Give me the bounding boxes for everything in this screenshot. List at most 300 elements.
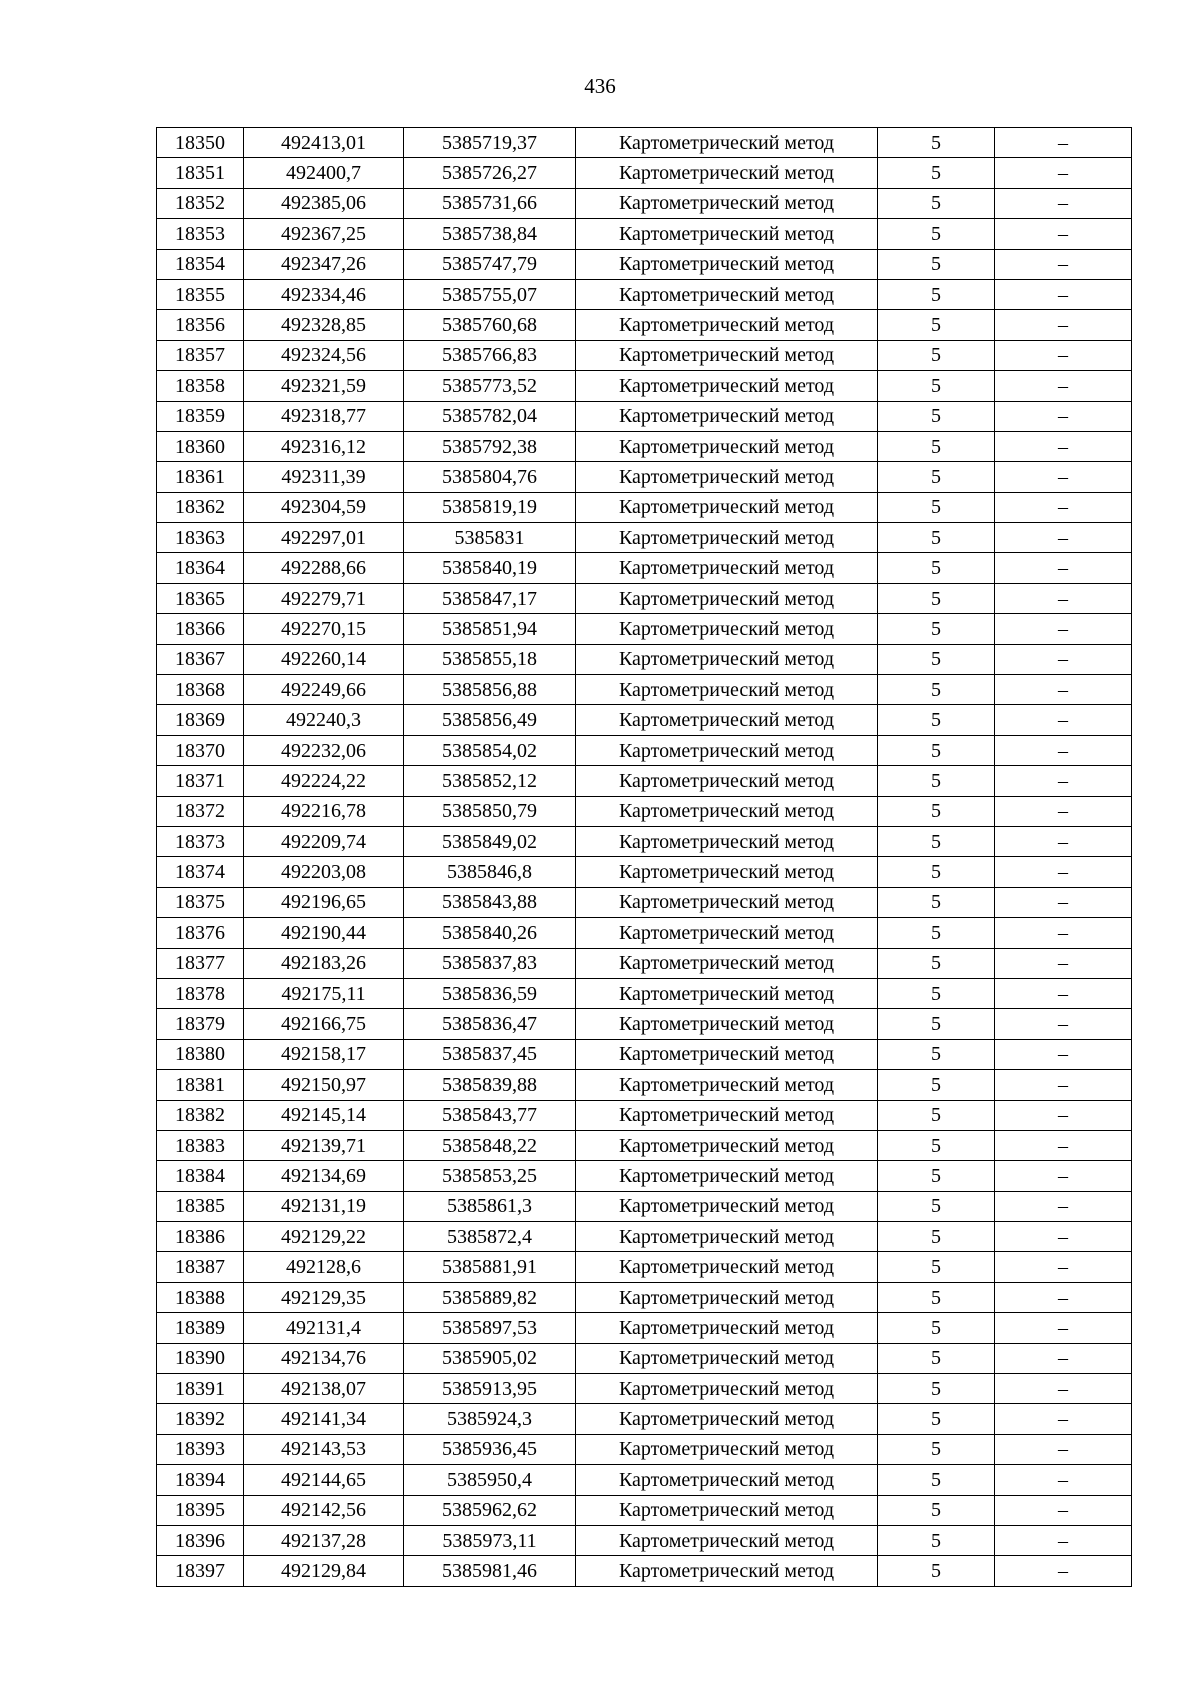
y-coordinate-cell: 5385973,11 (404, 1525, 576, 1555)
y-coordinate-cell: 5385837,83 (404, 948, 576, 978)
description-cell: – (995, 188, 1132, 218)
y-coordinate-cell: 5385760,68 (404, 310, 576, 340)
x-coordinate-cell: 492143,53 (244, 1434, 404, 1464)
point-number-cell: 18352 (157, 188, 244, 218)
x-coordinate-cell: 492139,71 (244, 1130, 404, 1160)
table-row (157, 128, 1132, 158)
accuracy-cell: 5 (878, 1404, 995, 1434)
y-coordinate-cell: 5385766,83 (404, 340, 576, 370)
x-coordinate-cell: 492175,11 (244, 978, 404, 1008)
point-number-cell: 18367 (157, 644, 244, 674)
description-cell: – (995, 918, 1132, 948)
table-row (157, 219, 1132, 249)
x-coordinate-cell: 492297,01 (244, 523, 404, 553)
accuracy-cell: 5 (878, 705, 995, 735)
accuracy-cell: 5 (878, 188, 995, 218)
method-cell: Картометрический метод (576, 1130, 878, 1160)
accuracy-cell: 5 (878, 371, 995, 401)
table-row (157, 1404, 1132, 1434)
point-number-cell: 18371 (157, 766, 244, 796)
x-coordinate-cell: 492304,59 (244, 492, 404, 522)
description-cell: – (995, 1374, 1132, 1404)
accuracy-cell: 5 (878, 431, 995, 461)
method-cell: Картометрический метод (576, 1039, 878, 1069)
accuracy-cell: 5 (878, 310, 995, 340)
table-row (157, 523, 1132, 553)
y-coordinate-cell: 5385726,27 (404, 158, 576, 188)
description-cell: – (995, 1343, 1132, 1373)
description-cell: – (995, 1282, 1132, 1312)
point-number-cell: 18350 (157, 128, 244, 158)
accuracy-cell: 5 (878, 766, 995, 796)
description-cell: – (995, 675, 1132, 705)
x-coordinate-cell: 492190,44 (244, 918, 404, 948)
table-row (157, 279, 1132, 309)
description-cell: – (995, 1130, 1132, 1160)
table-row (157, 614, 1132, 644)
point-number-cell: 18379 (157, 1009, 244, 1039)
description-cell: – (995, 978, 1132, 1008)
description-cell: – (995, 796, 1132, 826)
x-coordinate-cell: 492321,59 (244, 371, 404, 401)
accuracy-cell: 5 (878, 1222, 995, 1252)
y-coordinate-cell: 5385950,4 (404, 1465, 576, 1495)
accuracy-cell: 5 (878, 857, 995, 887)
accuracy-cell: 5 (878, 249, 995, 279)
point-number-cell: 18376 (157, 918, 244, 948)
x-coordinate-cell: 492400,7 (244, 158, 404, 188)
x-coordinate-cell: 492328,85 (244, 310, 404, 340)
description-cell: – (995, 492, 1132, 522)
table-row (157, 492, 1132, 522)
point-number-cell: 18382 (157, 1100, 244, 1130)
x-coordinate-cell: 492145,14 (244, 1100, 404, 1130)
y-coordinate-cell: 5385792,38 (404, 431, 576, 461)
y-coordinate-cell: 5385852,12 (404, 766, 576, 796)
point-number-cell: 18369 (157, 705, 244, 735)
table-row (157, 705, 1132, 735)
accuracy-cell: 5 (878, 1313, 995, 1343)
y-coordinate-cell: 5385843,77 (404, 1100, 576, 1130)
point-number-cell: 18392 (157, 1404, 244, 1434)
table-row (157, 1465, 1132, 1495)
method-cell: Картометрический метод (576, 918, 878, 948)
y-coordinate-cell: 5385848,22 (404, 1130, 576, 1160)
x-coordinate-cell: 492129,35 (244, 1282, 404, 1312)
method-cell: Картометрический метод (576, 705, 878, 735)
description-cell: – (995, 1495, 1132, 1525)
x-coordinate-cell: 492183,26 (244, 948, 404, 978)
method-cell: Картометрический метод (576, 978, 878, 1008)
y-coordinate-cell: 5385819,19 (404, 492, 576, 522)
method-cell: Картометрический метод (576, 796, 878, 826)
x-coordinate-cell: 492334,46 (244, 279, 404, 309)
accuracy-cell: 5 (878, 796, 995, 826)
table-row (157, 1495, 1132, 1525)
description-cell: – (995, 279, 1132, 309)
table-row (157, 1313, 1132, 1343)
y-coordinate-cell: 5385719,37 (404, 128, 576, 158)
accuracy-cell: 5 (878, 1252, 995, 1282)
y-coordinate-cell: 5385913,95 (404, 1374, 576, 1404)
table-row (157, 1100, 1132, 1130)
method-cell: Картометрический метод (576, 401, 878, 431)
method-cell: Картометрический метод (576, 219, 878, 249)
y-coordinate-cell: 5385853,25 (404, 1161, 576, 1191)
point-number-cell: 18387 (157, 1252, 244, 1282)
table-row (157, 188, 1132, 218)
point-number-cell: 18355 (157, 279, 244, 309)
x-coordinate-cell: 492413,01 (244, 128, 404, 158)
accuracy-cell: 5 (878, 158, 995, 188)
method-cell: Картометрический метод (576, 128, 878, 158)
point-number-cell: 18389 (157, 1313, 244, 1343)
point-number-cell: 18378 (157, 978, 244, 1008)
point-number-cell: 18394 (157, 1465, 244, 1495)
method-cell: Картометрический метод (576, 1282, 878, 1312)
y-coordinate-cell: 5385856,88 (404, 675, 576, 705)
y-coordinate-cell: 5385854,02 (404, 735, 576, 765)
method-cell: Картометрический метод (576, 1222, 878, 1252)
method-cell: Картометрический метод (576, 887, 878, 917)
y-coordinate-cell: 5385850,79 (404, 796, 576, 826)
y-coordinate-cell: 5385962,62 (404, 1495, 576, 1525)
table-row (157, 462, 1132, 492)
x-coordinate-cell: 492240,3 (244, 705, 404, 735)
x-coordinate-cell: 492166,75 (244, 1009, 404, 1039)
point-number-cell: 18386 (157, 1222, 244, 1252)
accuracy-cell: 5 (878, 1282, 995, 1312)
method-cell: Картометрический метод (576, 948, 878, 978)
point-number-cell: 18364 (157, 553, 244, 583)
accuracy-cell: 5 (878, 978, 995, 1008)
x-coordinate-cell: 492324,56 (244, 340, 404, 370)
table-row (157, 1130, 1132, 1160)
point-number-cell: 18388 (157, 1282, 244, 1312)
x-coordinate-cell: 492131,19 (244, 1191, 404, 1221)
point-number-cell: 18351 (157, 158, 244, 188)
x-coordinate-cell: 492141,34 (244, 1404, 404, 1434)
point-number-cell: 18358 (157, 371, 244, 401)
accuracy-cell: 5 (878, 644, 995, 674)
x-coordinate-cell: 492216,78 (244, 796, 404, 826)
method-cell: Картометрический метод (576, 1525, 878, 1555)
method-cell: Картометрический метод (576, 1434, 878, 1464)
accuracy-cell: 5 (878, 340, 995, 370)
method-cell: Картометрический метод (576, 279, 878, 309)
description-cell: – (995, 1100, 1132, 1130)
table-row (157, 371, 1132, 401)
table-row (157, 644, 1132, 674)
table-row (157, 978, 1132, 1008)
table-row (157, 1252, 1132, 1282)
x-coordinate-cell: 492134,69 (244, 1161, 404, 1191)
accuracy-cell: 5 (878, 462, 995, 492)
table-row (157, 249, 1132, 279)
table-row (157, 735, 1132, 765)
point-number-cell: 18360 (157, 431, 244, 461)
y-coordinate-cell: 5385856,49 (404, 705, 576, 735)
x-coordinate-cell: 492224,22 (244, 766, 404, 796)
x-coordinate-cell: 492318,77 (244, 401, 404, 431)
table-row (157, 1434, 1132, 1464)
method-cell: Картометрический метод (576, 1313, 878, 1343)
y-coordinate-cell: 5385782,04 (404, 401, 576, 431)
accuracy-cell: 5 (878, 735, 995, 765)
x-coordinate-cell: 492131,4 (244, 1313, 404, 1343)
description-cell: – (995, 158, 1132, 188)
table-row (157, 1525, 1132, 1555)
table-row (157, 1039, 1132, 1069)
accuracy-cell: 5 (878, 948, 995, 978)
description-cell: – (995, 583, 1132, 613)
point-number-cell: 18359 (157, 401, 244, 431)
x-coordinate-cell: 492385,06 (244, 188, 404, 218)
point-number-cell: 18361 (157, 462, 244, 492)
y-coordinate-cell: 5385861,3 (404, 1191, 576, 1221)
description-cell: – (995, 614, 1132, 644)
x-coordinate-cell: 492128,6 (244, 1252, 404, 1282)
x-coordinate-cell: 492196,65 (244, 887, 404, 917)
accuracy-cell: 5 (878, 614, 995, 644)
accuracy-cell: 5 (878, 553, 995, 583)
y-coordinate-cell: 5385889,82 (404, 1282, 576, 1312)
accuracy-cell: 5 (878, 401, 995, 431)
point-number-cell: 18397 (157, 1556, 244, 1586)
accuracy-cell: 5 (878, 523, 995, 553)
accuracy-cell: 5 (878, 583, 995, 613)
method-cell: Картометрический метод (576, 492, 878, 522)
y-coordinate-cell: 5385731,66 (404, 188, 576, 218)
y-coordinate-cell: 5385843,88 (404, 887, 576, 917)
point-number-cell: 18372 (157, 796, 244, 826)
description-cell: – (995, 1191, 1132, 1221)
method-cell: Картометрический метод (576, 766, 878, 796)
method-cell: Картометрический метод (576, 462, 878, 492)
method-cell: Картометрический метод (576, 1404, 878, 1434)
x-coordinate-cell: 492158,17 (244, 1039, 404, 1069)
y-coordinate-cell: 5385847,17 (404, 583, 576, 613)
description-cell: – (995, 1252, 1132, 1282)
description-cell: – (995, 644, 1132, 674)
page-number: 436 (584, 74, 616, 98)
description-cell: – (995, 462, 1132, 492)
accuracy-cell: 5 (878, 675, 995, 705)
method-cell: Картометрический метод (576, 553, 878, 583)
table-row (157, 1374, 1132, 1404)
coordinates-table-body (157, 128, 1132, 1587)
table-row (157, 675, 1132, 705)
accuracy-cell: 5 (878, 1343, 995, 1373)
table-row (157, 158, 1132, 188)
accuracy-cell: 5 (878, 1130, 995, 1160)
y-coordinate-cell: 5385897,53 (404, 1313, 576, 1343)
accuracy-cell: 5 (878, 279, 995, 309)
x-coordinate-cell: 492138,07 (244, 1374, 404, 1404)
point-number-cell: 18393 (157, 1434, 244, 1464)
x-coordinate-cell: 492249,66 (244, 675, 404, 705)
accuracy-cell: 5 (878, 219, 995, 249)
table-row (157, 1009, 1132, 1039)
y-coordinate-cell: 5385773,52 (404, 371, 576, 401)
method-cell: Картометрический метод (576, 188, 878, 218)
method-cell: Картометрический метод (576, 249, 878, 279)
table-row (157, 340, 1132, 370)
y-coordinate-cell: 5385905,02 (404, 1343, 576, 1373)
table-row (157, 1556, 1132, 1586)
point-number-cell: 18354 (157, 249, 244, 279)
point-number-cell: 18384 (157, 1161, 244, 1191)
y-coordinate-cell: 5385755,07 (404, 279, 576, 309)
description-cell: – (995, 1039, 1132, 1069)
method-cell: Картометрический метод (576, 1465, 878, 1495)
description-cell: – (995, 1222, 1132, 1252)
accuracy-cell: 5 (878, 1039, 995, 1069)
y-coordinate-cell: 5385804,76 (404, 462, 576, 492)
point-number-cell: 18396 (157, 1525, 244, 1555)
method-cell: Картометрический метод (576, 310, 878, 340)
x-coordinate-cell: 492347,26 (244, 249, 404, 279)
method-cell: Картометрический метод (576, 1252, 878, 1282)
description-cell: – (995, 1313, 1132, 1343)
method-cell: Картометрический метод (576, 675, 878, 705)
description-cell: – (995, 857, 1132, 887)
point-number-cell: 18374 (157, 857, 244, 887)
point-number-cell: 18390 (157, 1343, 244, 1373)
table-row (157, 583, 1132, 613)
table-row (157, 826, 1132, 856)
accuracy-cell: 5 (878, 887, 995, 917)
point-number-cell: 18395 (157, 1495, 244, 1525)
x-coordinate-cell: 492367,25 (244, 219, 404, 249)
method-cell: Картометрический метод (576, 158, 878, 188)
accuracy-cell: 5 (878, 1161, 995, 1191)
x-coordinate-cell: 492137,28 (244, 1525, 404, 1555)
description-cell: – (995, 1404, 1132, 1434)
x-coordinate-cell: 492203,08 (244, 857, 404, 887)
description-cell: – (995, 826, 1132, 856)
description-cell: – (995, 1161, 1132, 1191)
table-row (157, 857, 1132, 887)
point-number-cell: 18353 (157, 219, 244, 249)
method-cell: Картометрический метод (576, 523, 878, 553)
accuracy-cell: 5 (878, 1465, 995, 1495)
table-row (157, 431, 1132, 461)
method-cell: Картометрический метод (576, 1161, 878, 1191)
table-row (157, 1070, 1132, 1100)
y-coordinate-cell: 5385840,26 (404, 918, 576, 948)
description-cell: – (995, 340, 1132, 370)
description-cell: – (995, 219, 1132, 249)
point-number-cell: 18391 (157, 1374, 244, 1404)
point-number-cell: 18370 (157, 735, 244, 765)
description-cell: – (995, 948, 1132, 978)
point-number-cell: 18373 (157, 826, 244, 856)
accuracy-cell: 5 (878, 1070, 995, 1100)
method-cell: Картометрический метод (576, 431, 878, 461)
y-coordinate-cell: 5385851,94 (404, 614, 576, 644)
y-coordinate-cell: 5385837,45 (404, 1039, 576, 1069)
point-number-cell: 18365 (157, 583, 244, 613)
point-number-cell: 18357 (157, 340, 244, 370)
y-coordinate-cell: 5385849,02 (404, 826, 576, 856)
description-cell: – (995, 735, 1132, 765)
x-coordinate-cell: 492142,56 (244, 1495, 404, 1525)
x-coordinate-cell: 492260,14 (244, 644, 404, 674)
description-cell: – (995, 887, 1132, 917)
point-number-cell: 18362 (157, 492, 244, 522)
description-cell: – (995, 766, 1132, 796)
point-number-cell: 18380 (157, 1039, 244, 1069)
method-cell: Картометрический метод (576, 1343, 878, 1373)
y-coordinate-cell: 5385855,18 (404, 644, 576, 674)
accuracy-cell: 5 (878, 1556, 995, 1586)
method-cell: Картометрический метод (576, 826, 878, 856)
accuracy-cell: 5 (878, 1525, 995, 1555)
point-number-cell: 18375 (157, 887, 244, 917)
x-coordinate-cell: 492311,39 (244, 462, 404, 492)
method-cell: Картометрический метод (576, 1070, 878, 1100)
method-cell: Картометрический метод (576, 1100, 878, 1130)
method-cell: Картометрический метод (576, 340, 878, 370)
y-coordinate-cell: 5385881,91 (404, 1252, 576, 1282)
table-row (157, 1282, 1132, 1312)
accuracy-cell: 5 (878, 826, 995, 856)
method-cell: Картометрический метод (576, 583, 878, 613)
x-coordinate-cell: 492279,71 (244, 583, 404, 613)
description-cell: – (995, 401, 1132, 431)
accuracy-cell: 5 (878, 1191, 995, 1221)
table-row (157, 310, 1132, 340)
table-row (157, 948, 1132, 978)
x-coordinate-cell: 492150,97 (244, 1070, 404, 1100)
description-cell: – (995, 1434, 1132, 1464)
table-row (157, 401, 1132, 431)
point-number-cell: 18383 (157, 1130, 244, 1160)
table-row (157, 887, 1132, 917)
x-coordinate-cell: 492134,76 (244, 1343, 404, 1373)
description-cell: – (995, 523, 1132, 553)
y-coordinate-cell: 5385738,84 (404, 219, 576, 249)
y-coordinate-cell: 5385924,3 (404, 1404, 576, 1434)
x-coordinate-cell: 492209,74 (244, 826, 404, 856)
x-coordinate-cell: 492129,22 (244, 1222, 404, 1252)
y-coordinate-cell: 5385872,4 (404, 1222, 576, 1252)
x-coordinate-cell: 492270,15 (244, 614, 404, 644)
y-coordinate-cell: 5385839,88 (404, 1070, 576, 1100)
y-coordinate-cell: 5385836,47 (404, 1009, 576, 1039)
table-row (157, 1343, 1132, 1373)
method-cell: Картометрический метод (576, 735, 878, 765)
point-number-cell: 18366 (157, 614, 244, 644)
accuracy-cell: 5 (878, 492, 995, 522)
description-cell: – (995, 1556, 1132, 1586)
table-row (157, 1191, 1132, 1221)
coordinates-table (156, 127, 1132, 1587)
y-coordinate-cell: 5385831 (404, 523, 576, 553)
y-coordinate-cell: 5385846,8 (404, 857, 576, 887)
accuracy-cell: 5 (878, 1100, 995, 1130)
description-cell: – (995, 431, 1132, 461)
description-cell: – (995, 249, 1132, 279)
description-cell: – (995, 705, 1132, 735)
table-row (157, 1222, 1132, 1252)
point-number-cell: 18368 (157, 675, 244, 705)
point-number-cell: 18363 (157, 523, 244, 553)
method-cell: Картометрический метод (576, 614, 878, 644)
accuracy-cell: 5 (878, 1434, 995, 1464)
point-number-cell: 18377 (157, 948, 244, 978)
